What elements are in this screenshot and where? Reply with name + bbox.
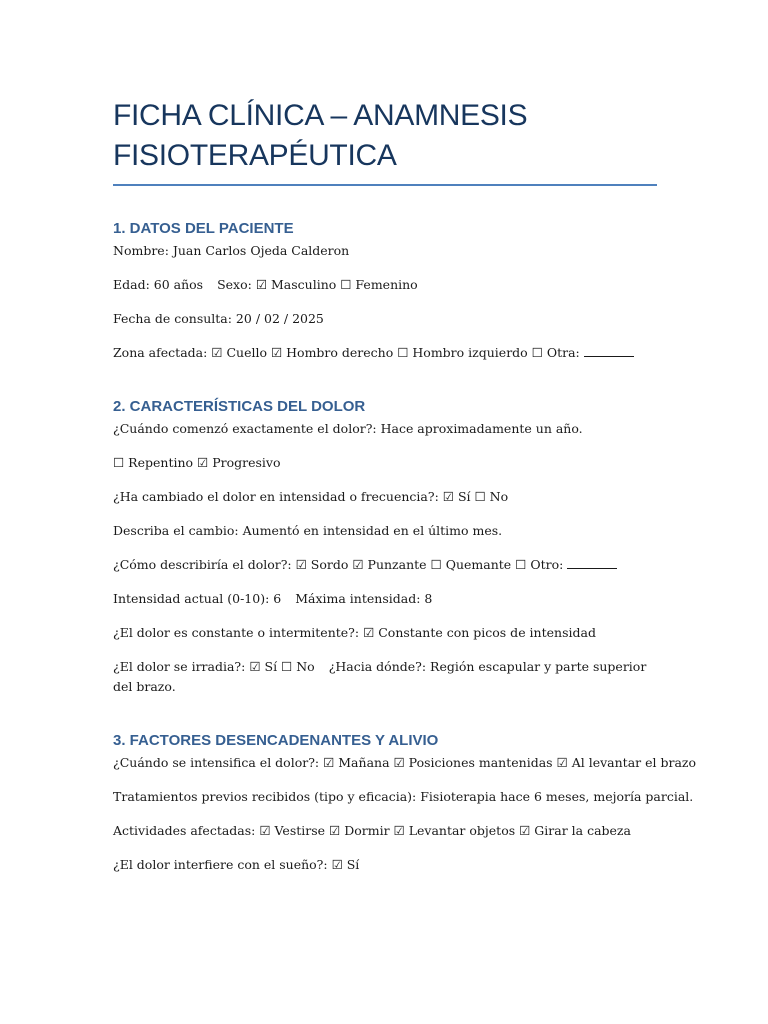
title-line-2: FISIOTERAPÉUTICA (113, 139, 397, 172)
document-title (113, 96, 658, 176)
pain-description-text: ¿Cómo describiría el dolor?: ☑ Sordo ☑ Punzante ☐ Quemante ☐ Otro: (113, 557, 568, 572)
age-text: Edad: 60 años (113, 277, 204, 292)
radiates-where-text: ¿Hacia dónde?: Región escapular y parte superior del brazo. (113, 659, 647, 694)
other-zone-blank (584, 344, 634, 357)
pain-description-line (113, 555, 658, 575)
sleep-interference-line: ¿El dolor interfiere con el sueño?: ☑ Sí (113, 857, 360, 872)
section-heading-triggers-relief: 3. FACTORES DESENCADENANTES Y ALIVIO (113, 732, 439, 749)
affected-activities-line: Actividades afectadas: ☑ Vestirse ☑ Dormir ☑ Levantar objetos ☑ Girar la cabeza (113, 823, 631, 838)
pain-onset-line: ¿Cuándo comenzó exactamente el dolor?: Hace aproximadamente un año. (113, 421, 583, 436)
consult-date-line: Fecha de consulta: 20 / 02 / 2025 (113, 311, 324, 326)
max-intensity-text: Máxima intensidad: 8 (295, 591, 433, 606)
intensity-line (113, 589, 658, 609)
other-pain-blank (567, 556, 617, 569)
change-description-line: Describa el cambio: Aumentó en intensidad en el último mes. (113, 523, 503, 538)
title-divider (113, 184, 657, 186)
section-heading-pain-characteristics: 2. CARACTERÍSTICAS DEL DOLOR (113, 398, 366, 415)
document-page (113, 0, 697, 875)
affected-zone-text: Zona afectada: ☑ Cuello ☑ Hombro derecho ☐ Hombro izquierdo ☐ Otra: (113, 345, 584, 360)
worse-when-line: ¿Cuándo se intensifica el dolor?: ☑ Mañana ☑ Posiciones mantenidas ☑ Al levantar el brazo (113, 755, 697, 770)
constant-pain-line: ¿El dolor es constante o intermitente?: ☑ Constante con picos de intensidad (113, 625, 596, 640)
section-heading-patient-data: 1. DATOS DEL PACIENTE (113, 220, 294, 237)
sex-text: Sexo: ☑ Masculino ☐ Femenino (217, 277, 418, 292)
title-line-1: FICHA CLÍNICA – ANAMNESIS (113, 99, 528, 132)
pain-changed-line: ¿Ha cambiado el dolor en intensidad o frecuencia?: ☑ Sí ☐ No (113, 489, 509, 504)
previous-treatments-line: Tratamientos previos recibidos (tipo y eficacia): Fisioterapia hace 6 meses, mejoría parcial. (113, 789, 694, 804)
patient-name-line: Nombre: Juan Carlos Ojeda Calderon (113, 243, 350, 258)
current-intensity-text: Intensidad actual (0-10): 6 (113, 591, 282, 606)
radiates-text: ¿El dolor se irradia?: ☑ Sí ☐ No (113, 659, 315, 674)
radiation-line (113, 657, 658, 697)
age-sex-line (113, 275, 658, 295)
affected-zone-line (113, 343, 658, 363)
onset-type-line: ☐ Repentino ☑ Progresivo (113, 455, 281, 470)
